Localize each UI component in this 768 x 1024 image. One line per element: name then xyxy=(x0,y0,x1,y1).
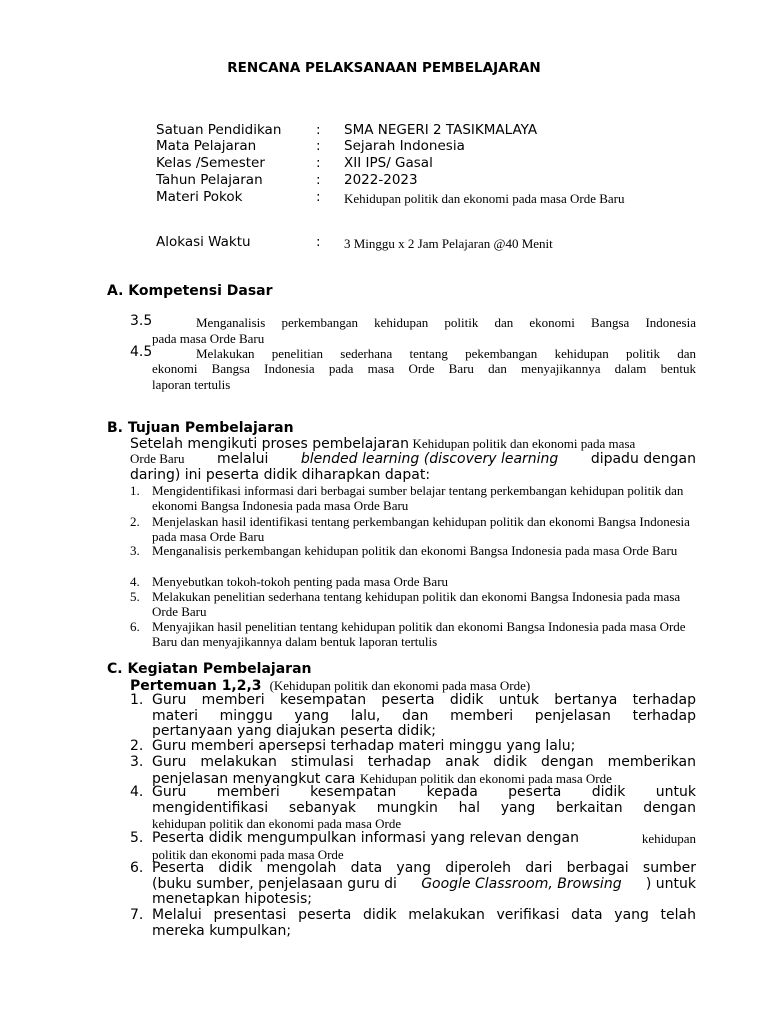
identity-colon: : xyxy=(316,155,321,171)
tujuan-item-number: 4. xyxy=(130,574,140,589)
kd-line: ekonomi Bangsa Indonesia pada masa Orde Baru dan menyajikannya dalam bentuk xyxy=(152,361,696,376)
kegiatan-line: ) untuk xyxy=(645,875,696,892)
document-title: RENCANA PELAKSANAAN PEMBELAJARAN xyxy=(227,60,541,76)
kegiatan-line: penjelasan menyangkut cara xyxy=(152,770,356,787)
section-heading-kompetensi: A. Kompetensi Dasar xyxy=(107,283,273,299)
kegiatan-line: Peserta didik mengumpulkan informasi yang relevan dengan xyxy=(152,830,579,846)
tujuan-item-text: Mengidentifikasi informasi dari berbagai sumber belajar tentang perkembangan kehidupan politik dan ekonomi Bangsa Indonesia pada masa Orde Baru xyxy=(152,483,684,513)
meeting-note: (Kehidupan politik dan ekonomi pada masa Orde) xyxy=(269,678,531,693)
kegiatan-line: mengidentifikasi sebanyak mungkin hal yang berkaitan dengan xyxy=(152,799,696,816)
kegiatan-topic: kehidupan xyxy=(641,831,696,846)
tujuan-intro-topic: Orde Baru xyxy=(130,451,185,466)
kegiatan-line: mereka kumpulkan; xyxy=(152,922,292,939)
tujuan-intro-text: Setelah mengikuti proses pembelajaran xyxy=(130,436,410,452)
identity-label: Tahun Pelajaran xyxy=(156,172,263,188)
kegiatan-emphasis: Google Classroom, Browsing xyxy=(421,875,622,892)
kegiatan-line: Melalui presentasi peserta didik melakukan verifikasi data yang telah xyxy=(152,907,696,923)
kd-text xyxy=(196,346,696,362)
kegiatan-item-number: 3. xyxy=(130,754,144,770)
identity-colon: : xyxy=(316,138,321,154)
identity-colon: : xyxy=(316,189,321,205)
tujuan-intro-text: melalui xyxy=(217,451,269,467)
kd-text xyxy=(196,315,696,331)
identity-colon: : xyxy=(316,234,321,250)
kegiatan-line: Guru memberi kesempatan kepada peserta didik untuk xyxy=(152,784,696,800)
identity-colon: : xyxy=(316,172,321,188)
kegiatan-topic: politik dan ekonomi pada masa Orde xyxy=(152,846,344,862)
kegiatan-line: menetapkan hipotesis; xyxy=(152,891,312,907)
tujuan-item-number: 1. xyxy=(130,483,140,498)
identity-label: Satuan Pendidikan xyxy=(156,122,282,138)
kd-number: 3.5 xyxy=(130,313,153,329)
kegiatan-item-number: 2. xyxy=(130,738,144,754)
kegiatan-line: Peserta didik mengolah data yang diperoleh dari berbagai sumber xyxy=(152,860,696,876)
kegiatan-line: Guru memberi kesempatan peserta didik untuk bertanya terhadap xyxy=(152,692,696,708)
tujuan-intro-text: dipadu dengan xyxy=(590,451,696,467)
tujuan-item-number: 5. xyxy=(130,589,140,604)
section-heading-tujuan: B. Tujuan Pembelajaran xyxy=(107,420,294,436)
meeting-label: Pertemuan 1,2,3 xyxy=(130,678,262,694)
tujuan-item-number: 3. xyxy=(130,543,140,558)
kd-line: laporan tertulis xyxy=(152,377,231,392)
identity-label: Materi Pokok xyxy=(156,189,243,205)
tujuan-item-text: Menyajikan hasil penelitian tentang kehidupan politik dan ekonomi Bangsa Indonesia pada masa Orde Baru dan menyajikannya dalam bentuk laporan tertulis xyxy=(152,619,686,649)
kd-number: 4.5 xyxy=(130,344,153,360)
tujuan-intro-line-3: daring) ini peserta didik diharapkan dapat: xyxy=(130,467,431,483)
kd-line: pada masa Orde Baru xyxy=(152,331,265,346)
tujuan-item-number: 2. xyxy=(130,514,140,529)
identity-value: Sejarah Indonesia xyxy=(344,138,465,154)
kegiatan-topic: Kehidupan politik dan ekonomi pada masa Orde xyxy=(359,770,612,786)
kd-line: Menganalisis perkembangan kehidupan politik dan ekonomi Bangsa Indonesia xyxy=(196,315,696,330)
tujuan-item-text: Menjelaskan hasil identifikasi tentang perkembangan kehidupan politik dan ekonomi Bangsa Indonesia pada masa Orde Baru xyxy=(152,514,690,544)
identity-value: 3 Minggu x 2 Jam Pelajaran @40 Menit xyxy=(344,236,553,251)
identity-value: SMA NEGERI 2 TASIKMALAYA xyxy=(344,122,538,138)
kegiatan-item-number: 6. xyxy=(130,860,144,876)
kegiatan-line: Guru memberi apersepsi terhadap materi minggu yang lalu; xyxy=(152,738,576,754)
tujuan-intro-line-2 xyxy=(130,451,696,467)
identity-label: Alokasi Waktu xyxy=(156,234,251,250)
identity-value: 2022-2023 xyxy=(344,172,418,188)
kegiatan-item-number: 7. xyxy=(130,907,144,923)
tujuan-item-text: Menganalisis perkembangan kehidupan politik dan ekonomi Bangsa Indonesia pada masa Orde Baru xyxy=(152,543,678,558)
kegiatan-topic: kehidupan politik dan ekonomi pada masa Orde xyxy=(152,816,402,831)
kegiatan-line: pertanyaan yang diajukan peserta didik; xyxy=(152,723,436,739)
kegiatan-line: (buku sumber, penjelasaan guru di xyxy=(152,875,397,892)
kegiatan-item-number: 5. xyxy=(130,830,144,846)
identity-colon: : xyxy=(316,122,321,138)
identity-value: XII IPS/ Gasal xyxy=(344,155,433,171)
identity-label: Kelas /Semester xyxy=(156,155,265,171)
kegiatan-line: Guru melakukan stimulasi terhadap anak didik dengan memberikan xyxy=(152,754,696,770)
tujuan-item-text: Menyebutkan tokoh-tokoh penting pada masa Orde Baru xyxy=(152,574,449,589)
tujuan-intro-method: blended learning (discovery learning xyxy=(300,451,559,467)
kd-line: Melakukan penelitian sederhana tentang pekembangan kehidupan politik dan xyxy=(196,346,696,361)
kegiatan-item-number: 4. xyxy=(130,784,144,800)
section-heading-kegiatan: C. Kegiatan Pembelajaran xyxy=(107,661,312,677)
identity-label: Mata Pelajaran xyxy=(156,138,257,154)
kegiatan-item-number: 1. xyxy=(130,692,144,708)
kegiatan-line: materi minggu yang lalu, dan memberi penjelasan terhadap xyxy=(152,707,696,724)
identity-value: Kehidupan politik dan ekonomi pada masa Orde Baru xyxy=(344,191,625,206)
tujuan-item-text: Melakukan penelitian sederhana tentang kehidupan politik dan ekonomi Bangsa Indonesia pada masa Orde Baru xyxy=(152,589,681,619)
tujuan-item-number: 6. xyxy=(130,619,140,634)
tujuan-intro-topic: Kehidupan politik dan ekonomi pada masa xyxy=(412,436,636,451)
